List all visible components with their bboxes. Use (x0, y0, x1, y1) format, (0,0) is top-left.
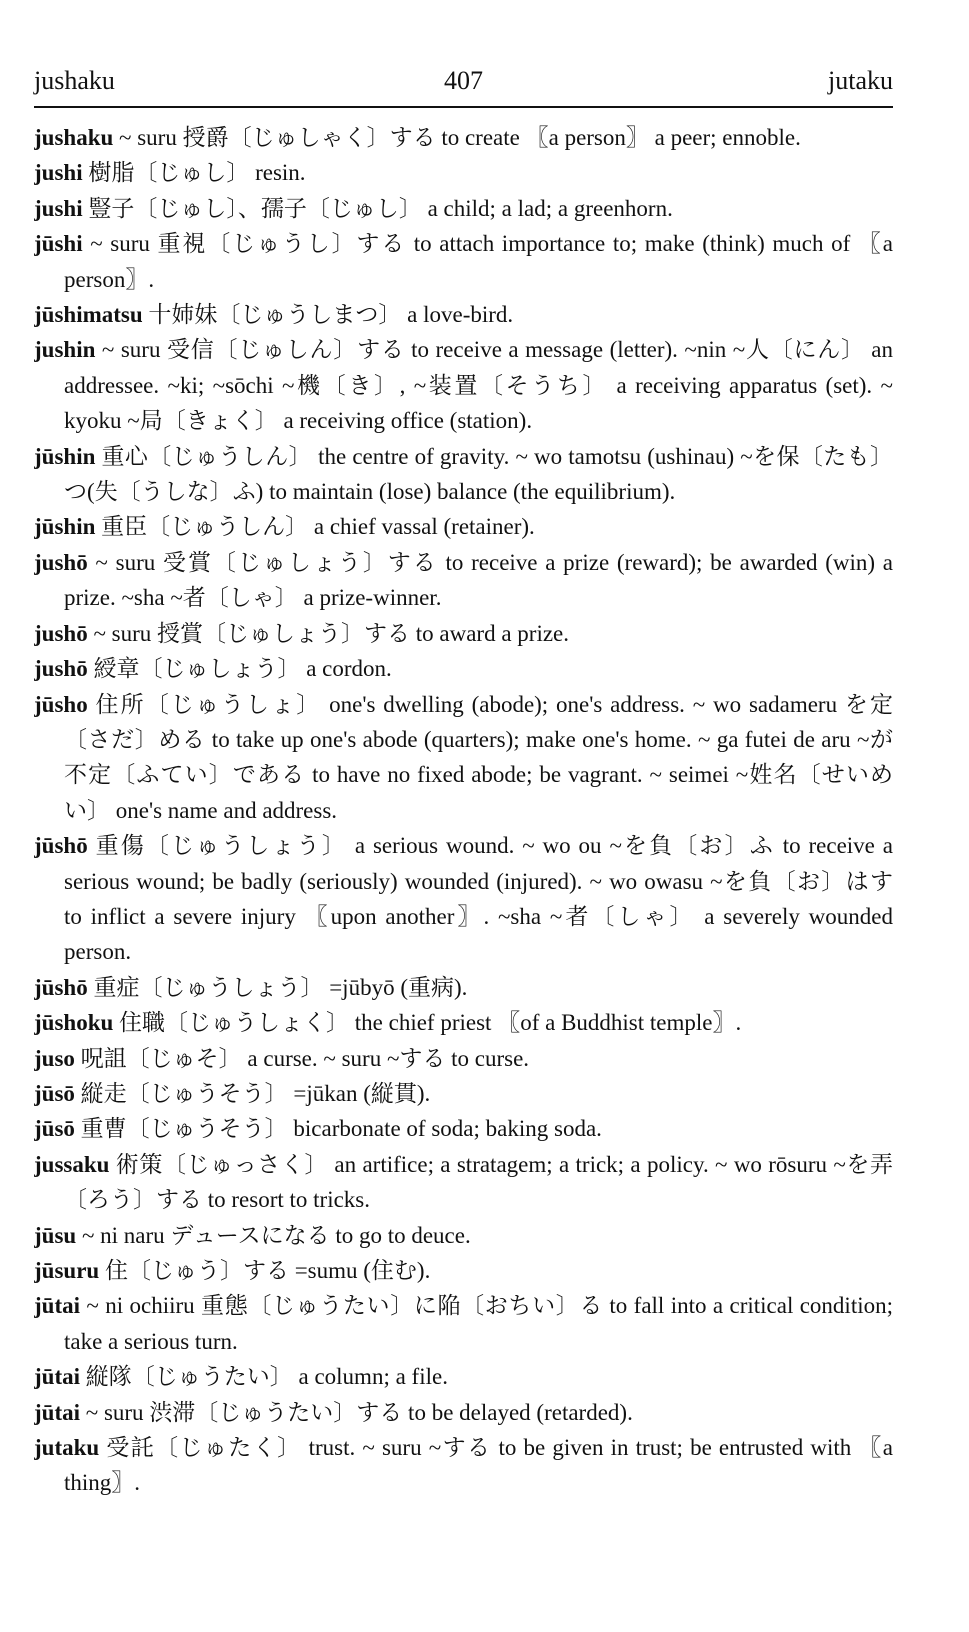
definition: 樹脂〔じゅし〕 resin. (82, 160, 306, 186)
definition: 縦走〔じゅうそう〕 =jūkan (縦貫). (74, 1080, 431, 1106)
headword: juso (34, 1045, 75, 1071)
headword: jushi (34, 160, 83, 186)
entry (34, 1005, 893, 1040)
entry (34, 545, 893, 616)
headword: jushin (34, 337, 96, 363)
entry (34, 1288, 893, 1359)
entry (34, 191, 893, 226)
headword: jūsō (34, 1080, 75, 1106)
definition: 受託〔じゅたく〕 trust. ~ suru ~する to be given in trust; be entrusted with 〖a thing〗. (64, 1435, 893, 1496)
definition: 重症〔じゅうしょう〕 =jūbyō (重病). (87, 974, 468, 1000)
entry (34, 828, 893, 970)
headword: jutaku (34, 1435, 100, 1461)
entry (34, 616, 893, 651)
definition: 住職〔じゅうしょく〕 the chief priest 〖of a Buddhist temple〗. (113, 1010, 742, 1036)
entry (34, 120, 893, 155)
headword: jūtai (34, 1364, 80, 1390)
headword: jūsho (34, 691, 88, 717)
headword: jūshimatsu (34, 302, 143, 328)
definition: 重曹〔じゅうそう〕 bicarbonate of soda; baking soda. (74, 1116, 602, 1142)
definition: ~ suru 授爵〔じゅしゃく〕する to create 〖a person〗 a peer; ennoble. (113, 125, 801, 150)
headword: jussaku (34, 1151, 110, 1177)
entry (34, 297, 893, 332)
definition: 綬章〔じゅしょう〕 a cordon. (87, 656, 392, 682)
definition: ~ suru 受信〔じゅしん〕する to receive a message (letter). ~nin ~人〔にん〕 an addressee. ~ki; ~sōchi ~機〔き〕, ~装置〔そうち〕 a receiving apparatus (set). ~ kyoku ~局〔きょく〕 a receiving office (station). (64, 337, 893, 434)
entry (34, 1218, 893, 1253)
headword: jūshō (34, 833, 88, 859)
definition: 重心〔じゅうしん〕 the centre of gravity. ~ wo tamotsu (ushinau) ~を保〔たも〕つ(失〔うしな〕ふ) to maintain (lose) balance (the equilibrium). (64, 443, 893, 505)
headword: jūsuru (34, 1258, 100, 1283)
entry (34, 155, 893, 190)
definition: ~ ni ochiiru 重態〔じゅうたい〕に陥〔おちい〕る to fall into a critical condition; take a serious turn. (64, 1293, 893, 1354)
headword: jushō (34, 549, 88, 575)
entry (34, 687, 893, 829)
entry (34, 970, 893, 1005)
entry (34, 1076, 893, 1111)
header-first-entry: jushaku (34, 66, 115, 95)
definition: 十姉妹〔じゅうしまつ〕 a love-bird. (142, 302, 514, 328)
definition: 術策〔じゅっさく〕 an artifice; a stratagem; a trick; a policy. ~ wo rōsuru ~を弄〔ろう〕する to resort to tricks. (64, 1151, 893, 1213)
entry (34, 226, 893, 297)
entry (34, 1111, 893, 1146)
headword: jūshin (34, 443, 96, 469)
entry (34, 509, 893, 544)
definition: 呪詛〔じゅそ〕 a curse. ~ suru ~する to curse. (74, 1045, 530, 1071)
headword: jushaku (34, 125, 114, 150)
definition: ~ suru 受賞〔じゅしょう〕する to receive a prize (reward); be awarded (win) a prize. ~sha ~者〔しゃ〕 a prize-winner. (64, 549, 893, 611)
headword: jūtai (34, 1293, 80, 1319)
headword: jūshō (34, 974, 88, 1000)
definition: 住〔じゅう〕する =sumu (住む). (99, 1258, 431, 1283)
headword: jūshin (34, 514, 96, 540)
entry-list (34, 120, 893, 1501)
entry (34, 1041, 893, 1076)
headword: jushō (34, 656, 88, 682)
entry (34, 1430, 893, 1501)
page-number: 407 (444, 66, 483, 95)
definition: ~ suru 重視〔じゅうし〕する to attach importance to; make (think) much of 〖a person〗. (64, 231, 893, 292)
entry (34, 1359, 893, 1394)
definition: 豎子〔じゅし〕、孺子〔じゅし〕 a child; a lad; a greenhorn. (82, 195, 673, 221)
definition: ~ suru 渋滞〔じゅうたい〕する to be delayed (retarded). (80, 1399, 633, 1425)
entry (34, 1395, 893, 1430)
headword: jushi (34, 195, 83, 221)
header-last-entry: jutaku (828, 66, 893, 95)
running-header (34, 62, 893, 108)
definition: ~ suru 授賞〔じゅしょう〕する to award a prize. (87, 620, 570, 646)
entry (34, 1147, 893, 1218)
headword: jūsō (34, 1116, 75, 1142)
headword: jushō (34, 620, 88, 646)
definition: 重傷〔じゅうしょう〕 a serious wound. ~ wo ou ~を負〔お〕ふ to receive a serious wound; be badly (seriously) wounded (injured). ~ wo owasu ~を負〔お〕はす to inflict a severe injury 〖upon another〗. ~sha ~者〔しゃ〕 a severely wounded person. (64, 833, 893, 965)
headword: jūshoku (34, 1010, 114, 1036)
definition: 重臣〔じゅうしん〕 a chief vassal (retainer). (95, 514, 535, 540)
entry (34, 439, 893, 510)
definition: 住所〔じゅうしょ〕 one's dwelling (abode); one's address. ~ wo sadameru を定〔さだ〕める to take up one's abode (quarters); make one's home. ~ ga futei de aru ~が不定〔ふてい〕である to have no fixed abode; be vagrant. ~ seimei ~姓名〔せいめい〕 one's name and address. (64, 691, 893, 823)
entry (34, 332, 893, 438)
entry (34, 1253, 893, 1288)
headword: jūshi (34, 231, 83, 257)
headword: jūtai (34, 1399, 80, 1425)
definition: ~ ni naru デュースになる to go to deuce. (76, 1222, 471, 1248)
headword: jūsu (34, 1222, 77, 1248)
definition: 縦隊〔じゅうたい〕 a column; a file. (80, 1364, 448, 1390)
entry (34, 651, 893, 686)
